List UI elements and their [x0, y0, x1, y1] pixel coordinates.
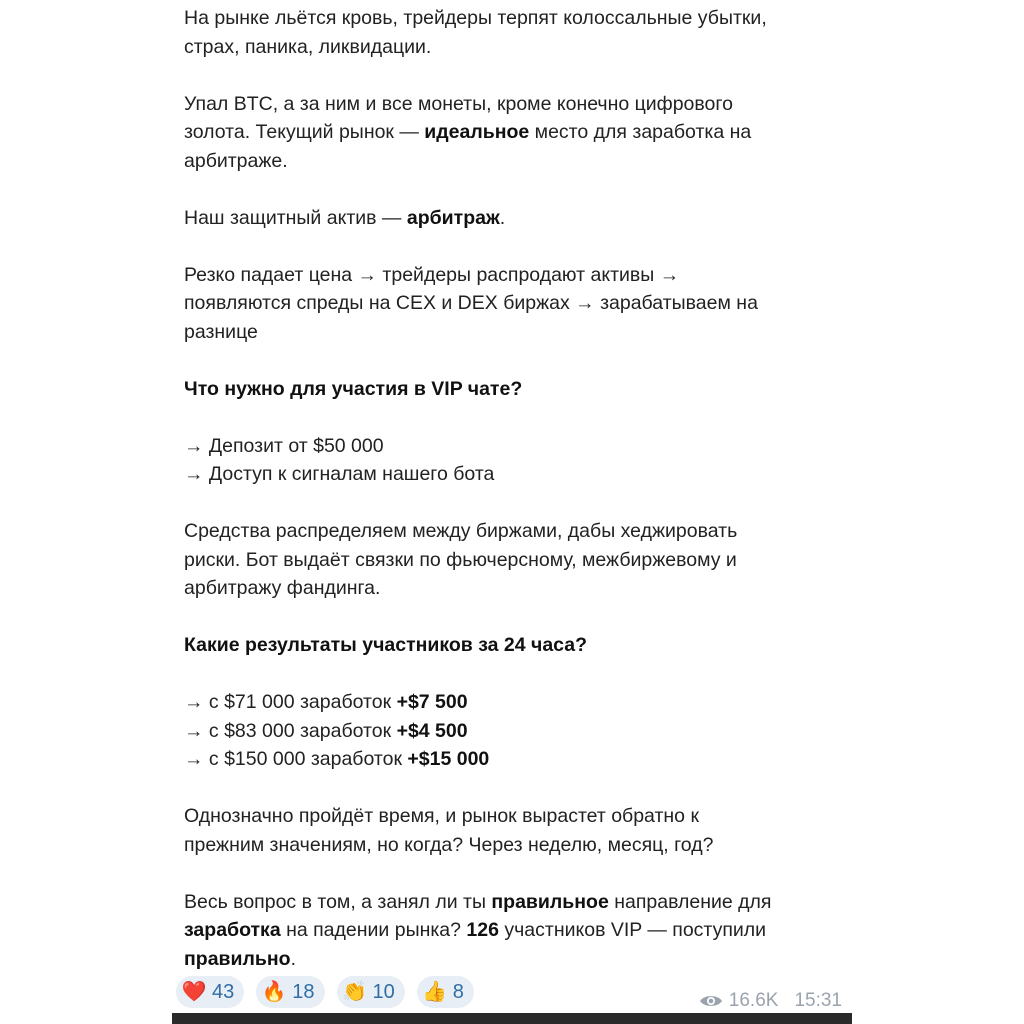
reactions-bar	[176, 976, 474, 1010]
reaction-count: 10	[372, 980, 395, 1003]
text-line: Упал BTC, а за ним и все монеты, кроме конечно цифрового	[184, 92, 733, 115]
reaction-count: 8	[452, 980, 464, 1003]
bold-text: 126	[466, 919, 499, 941]
reaction-count: 18	[292, 980, 315, 1003]
bottom-bar	[172, 1013, 852, 1024]
result-text: → с $83 000 заработок	[184, 719, 397, 742]
list-item	[184, 745, 844, 774]
bold-text: идеальное	[424, 121, 530, 143]
text-fragment: золота. Текущий рынок —	[184, 121, 425, 143]
text-line: риски. Бот выдаёт связки по фьючерсному, межбиржевому и	[184, 548, 737, 571]
reaction-fire-button[interactable]	[256, 976, 324, 1008]
heading-text: Что нужно для участия в VIP чате?	[184, 377, 523, 400]
text-fragment: направление для	[608, 890, 772, 913]
list-item	[184, 688, 844, 717]
text-line: страх, паника, ликвидации.	[184, 35, 432, 58]
list-item: → Доступ к сигналам нашего бота	[184, 463, 495, 485]
thumbs-up-icon: 👍	[422, 981, 448, 1003]
text-fragment: Весь вопрос в том, а занял ли ты	[184, 890, 492, 913]
list-item: → Депозит от $50 000	[184, 434, 384, 457]
bold-text: арбитраж	[406, 206, 500, 229]
text-line: арбитражу фандинга.	[184, 577, 381, 599]
result-gain: +$4 500	[396, 719, 468, 742]
result-text: → с $150 000 заработок	[184, 748, 408, 770]
text-line: Средства распределяем между биржами, дабы хеджировать	[184, 520, 738, 542]
message-meta	[699, 990, 842, 1012]
text-line	[184, 118, 844, 147]
text-line: прежним значениям, но когда? Через неделю, месяц, год?	[184, 833, 714, 856]
text-line	[184, 945, 844, 974]
message-time: 15:31	[794, 990, 842, 1011]
result-gain: +$7 500	[396, 691, 468, 713]
text-line: Резко падает цена → трейдеры распродают активы →	[184, 263, 680, 286]
list-item	[184, 717, 844, 746]
bold-text: правильное	[491, 890, 609, 913]
text-fragment: Наш защитный актив —	[184, 206, 407, 229]
fire-icon: 🔥	[261, 981, 287, 1003]
text-line: На рынке льётся кровь, трейдеры терпят колоссальные убытки,	[184, 7, 767, 29]
paragraph	[184, 261, 844, 347]
text-line: Однозначно пройдёт время, и рынок вырастет обратно к	[184, 805, 699, 827]
paragraph	[184, 517, 844, 603]
paragraph	[184, 4, 844, 61]
text-fragment: участников VIP — поступили	[498, 919, 767, 941]
view-count: 16.6K	[728, 990, 779, 1011]
reaction-heart-button[interactable]	[176, 976, 244, 1008]
section-heading	[184, 375, 844, 404]
text-fragment: .	[499, 206, 506, 229]
results-list	[184, 688, 844, 774]
heading-text: Какие результаты участников за 24 часа?	[184, 634, 588, 656]
text-line: появляются спреды на CEX и DEX биржах → зарабатываем на	[184, 292, 758, 314]
text-line	[184, 204, 844, 233]
text-fragment: на падении рынка?	[280, 919, 467, 941]
paragraph	[184, 888, 844, 974]
section-heading	[184, 631, 844, 660]
paragraph	[184, 802, 844, 859]
paragraph	[184, 90, 844, 176]
result-text: → с $71 000 заработок	[184, 691, 397, 713]
reaction-thumbs-up-button[interactable]	[417, 976, 474, 1008]
text-line: разнице	[184, 320, 258, 343]
result-gain: +$15 000	[407, 748, 490, 770]
message-text	[184, 4, 844, 973]
text-fragment: место для заработка на	[529, 121, 752, 143]
heart-icon: ❤️	[181, 981, 207, 1003]
eye-icon	[699, 993, 723, 1009]
bold-text: правильно	[184, 947, 291, 970]
reaction-clap-button[interactable]	[337, 976, 405, 1008]
reaction-count: 43	[212, 980, 235, 1003]
requirements-list	[184, 432, 844, 489]
text-line	[184, 888, 844, 917]
message-bubble	[170, 0, 852, 1024]
clapping-hands-icon: 👏	[342, 981, 367, 1003]
text-line: арбитраже.	[184, 149, 288, 172]
paragraph	[184, 204, 844, 233]
text-fragment: .	[290, 947, 296, 970]
text-line	[184, 916, 844, 945]
bold-text: заработка	[184, 919, 281, 941]
